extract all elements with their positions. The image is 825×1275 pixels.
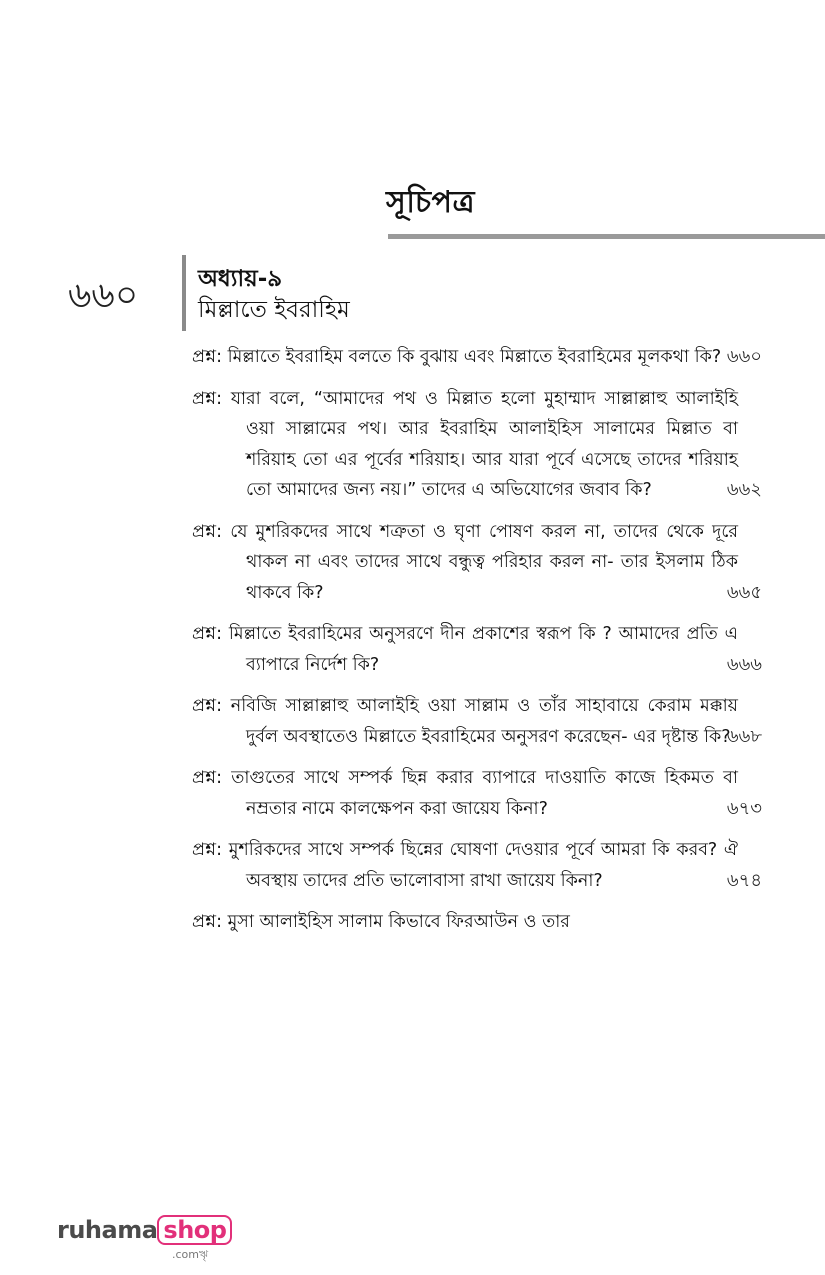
page-title: সূচিপত্র — [386, 185, 475, 220]
question-text: মুশরিকদের সাথে সম্পর্ক ছিন্নের ঘোষণা দেওয়ার পূর্বে আমরা কি করব? ঐ অবস্থায় তাদের প্রতি ভালোবাসা রাখা জায়েয কিনা? — [228, 840, 738, 891]
toc-entry[interactable] — [192, 619, 762, 680]
logo-shop-badge: shop — [157, 1215, 232, 1245]
question-label: প্রশ্ন: — [192, 521, 222, 542]
question-text: মিল্লাতে ইবরাহিম বলতে কি বুঝায় এবং মিল্লাতে ইবরাহিমের মূলকথা কি? — [227, 347, 722, 367]
question-label: প্রশ্ন: — [192, 696, 222, 716]
logo-main-text: ruhama — [57, 1216, 158, 1244]
entry-text-block — [192, 907, 738, 938]
question-label: প্রশ্ন: — [192, 768, 222, 788]
chapter-heading: অধ্যায়-৯ — [198, 266, 283, 292]
toc-entry[interactable] — [192, 763, 762, 824]
chapter-page-number: ৬৬০ — [68, 275, 139, 316]
question-text: মিল্লাতে ইবরাহিমের অনুসরণে দীন প্রকাশের স্বরূপ কি ? আমাদের প্রতি এ ব্যাপারে নির্দেশ কি? — [228, 624, 738, 675]
toc-entry[interactable] — [192, 691, 762, 752]
question-label: প্রশ্ন: — [192, 912, 222, 932]
entry-text-block — [192, 384, 738, 506]
entry-page-number: ৬৬০ — [726, 346, 762, 367]
toc-entries — [192, 342, 762, 949]
ruhama-shop-logo — [57, 1215, 232, 1261]
entry-text-block — [192, 517, 738, 609]
entry-page-number: ৬৬৬ — [726, 653, 762, 675]
entry-page-number: ৬৬৫ — [726, 581, 762, 603]
entry-page-number: ৬৭৪ — [726, 869, 762, 891]
toc-entry[interactable] — [192, 835, 762, 896]
entry-text-block — [192, 763, 738, 824]
entry-text-block — [192, 835, 738, 896]
question-label: প্রশ্ন: — [192, 388, 222, 409]
title-rule — [388, 234, 825, 239]
entry-text-block — [192, 691, 738, 752]
toc-entry[interactable] — [192, 907, 762, 938]
question-label: প্রশ্ন: — [192, 347, 222, 367]
question-text: যারা বলে, “আমাদের পথ ও মিল্লাত হলো মুহাম্মাদ সাল্লাল্লাহু আলাইহি ওয়া সাল্লামের পথ। আর ইবরাহিম আলাইহিস সালামের মিল্লাত বা শরিয়াহ তো এর পূর্বের শরিয়াহ। আর যারা পূর্বে এসেছে তাদের শরিয়াহ তো আমাদের জন্য নয়।” তাদের এ অভিযোগের জবাব কি? — [230, 388, 738, 500]
logo-domain-suffix: .comৠ — [172, 1248, 209, 1261]
chapter-divider — [182, 255, 186, 331]
chapter-subtitle: মিল্লাতে ইবরাহিম — [198, 297, 350, 323]
question-text: যে মুশরিকদের সাথে শত্রুতা ও ঘৃণা পোষণ করল না, তাদের থেকে দূরে থাকল না এবং তাদের সাথে বন্ধুত্ব পরিহার করল না- তার ইসলাম ঠিক থাকবে কি? — [230, 521, 738, 603]
entry-page-number: ৬৬৮ — [726, 725, 762, 747]
entry-text-block — [192, 619, 738, 680]
question-label: প্রশ্ন: — [192, 840, 222, 860]
toc-entry[interactable] — [192, 342, 762, 373]
question-text: তাগুতের সাথে সম্পর্ক ছিন্ন করার ব্যাপারে দাওয়াতি কাজে হিকমত বা নম্রতার নামে কালক্ষেপন করা জায়েয কিনা? — [231, 768, 738, 819]
question-text: মুসা আলাইহিস সালাম কিভাবে ফিরআউন ও তার — [227, 912, 570, 932]
entry-text-block — [192, 342, 738, 373]
toc-entry[interactable] — [192, 517, 762, 609]
toc-entry[interactable] — [192, 384, 762, 506]
entry-page-number: ৬৬২ — [726, 479, 762, 500]
question-text: নবিজি সাল্লাল্লাহু আলাইহি ওয়া সাল্লাম ও তাঁর সাহাবায়ে কেরাম মক্কায় দুর্বল অবস্থাতেও মিল্লাতে ইবরাহিমের অনুসরণ করেছেন- এর দৃষ্টান্ত কি? — [230, 696, 738, 747]
entry-page-number: ৬৭৩ — [726, 797, 762, 819]
question-label: প্রশ্ন: — [192, 624, 222, 644]
